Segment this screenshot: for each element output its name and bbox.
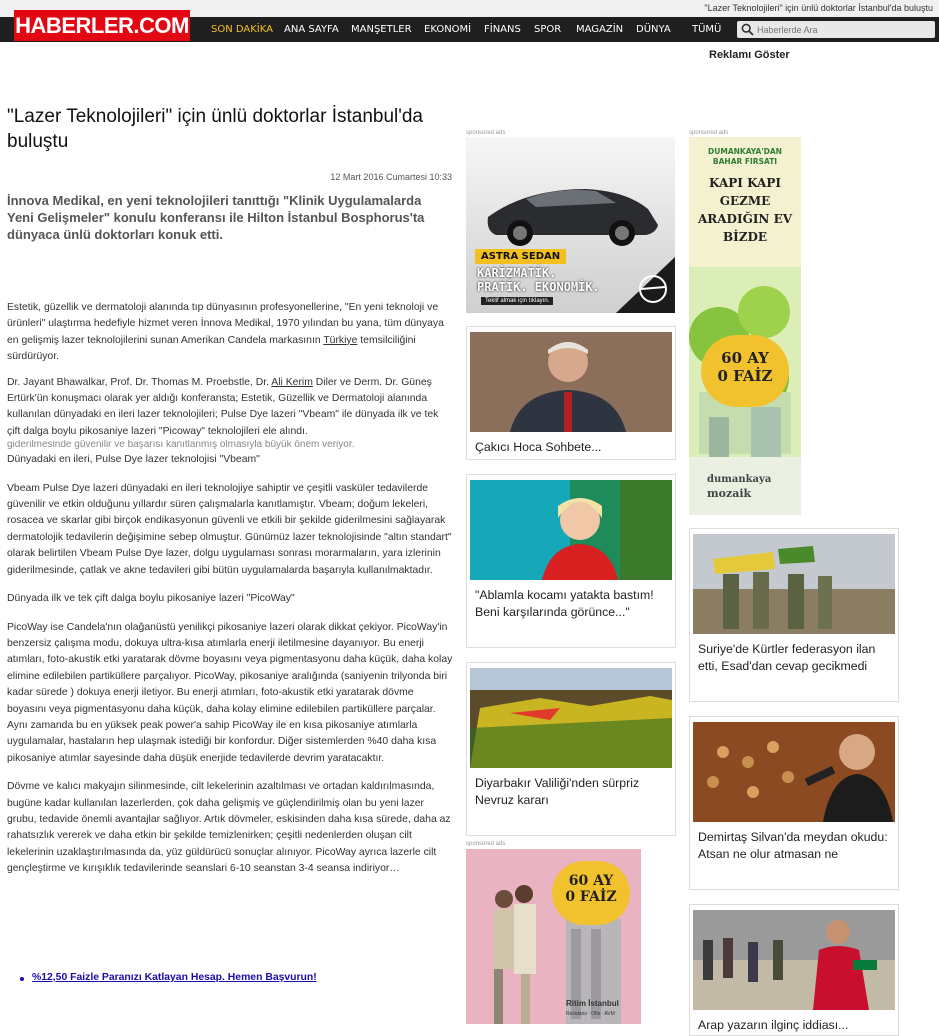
news-image <box>693 910 895 1010</box>
paragraph <box>7 375 453 441</box>
paragraph <box>7 300 453 366</box>
paragraph-text: temsilciliğini sürdürüyor. <box>7 334 416 363</box>
ad-headline-1: KARİZMATİK. <box>477 266 557 280</box>
nav-ekonomi[interactable]: EKONOMİ <box>424 24 472 35</box>
paragraph-heading: Dünyada ilk ve tek çift dalga boylu pikosaniye lazeri "PicoWay" <box>7 593 295 605</box>
ad-line-3: ARADIĞIN EV <box>697 212 793 226</box>
ad-badge <box>552 861 630 925</box>
ad-brand-2: mozaik <box>707 487 752 500</box>
astra-sedan-ad[interactable] <box>466 137 675 313</box>
news-caption[interactable]: Suriye'de Kürtler federasyon ilan etti, Esad'dan cevap gecikmedi <box>698 642 876 673</box>
breadcrumb[interactable]: "Lazer Teknolojileri" için ünlü doktorlar İstanbul'da buluştu <box>704 3 933 13</box>
article-body <box>7 300 453 887</box>
article-lead: İnnova Medikal, en yeni teknolojileri tanıttığı "Klinik Uygulamalarda Yeni Gelişmeler" konulu konferansı ile Hilton İstanbul Bosphorus'ta dünyaca ünlü doktorları konuk etti. <box>7 193 425 242</box>
dumankaya-ad[interactable] <box>689 137 801 515</box>
news-caption[interactable]: Diyarbakır Valiliği'nden sürpriz Nevruz kararı <box>475 776 640 807</box>
paragraph: Dövme ve kalıcı makyajın silinmesinde, cilt lekelerinin azaltılması ve ortadan kaldırılmasında, bugüne kadar kullanılan lazerlerden, çok daha gelişmiş ve güçlendirilmiş olan bu yeni lazer grubu, tedavide önemli avantajlar sağlıyor. Artık dövmeler, eskisinden daha kısa sürede, daha az rahatsızlık vererek ve daha etkin bir şekilde temizlenirken; çeşitli nedenlerden oluşan cilt lekelerinin uzaklaştırılmasında da, yüz güldürücü sonuçlar alınıyor. PicoWay ayrıca lazerle cilt gençleştirme ve kırışıklık tedavilerinde seanslari 6-10 seanstan 3-4 seansa indiriyor… <box>7 781 451 875</box>
ad-line-4: BİZDE <box>722 230 768 244</box>
ad-headline-2: PRATİK. EKONOMİK. <box>477 280 600 294</box>
news-card[interactable] <box>466 474 676 648</box>
ad-top-2: BAHAR FIRSATI <box>712 157 778 166</box>
link-ali-kerim[interactable]: Ali Kerim <box>271 376 313 388</box>
news-image <box>470 332 672 432</box>
nav-mansetler[interactable]: MANŞETLER <box>351 24 412 35</box>
nav-ana-sayfa[interactable]: ANA SAYFA <box>284 24 339 35</box>
news-card[interactable] <box>689 904 899 1036</box>
news-image <box>693 534 895 634</box>
overlapped-text: giderilmesinde güvenilir ve başarısı kanıtlanmış olmasıyla büyük önem veriyor. <box>7 440 355 450</box>
ad-badge-2: 0 FAİZ <box>717 367 773 385</box>
sponsored-label: sponsored ads <box>689 130 729 136</box>
news-image <box>693 722 895 822</box>
paragraph: Vbeam Pulse Dye lazeri dünyadaki en ileri teknolojiye sahiptir ve çeşitli vasküler tedavilerde güvenilir ve etkin olduğunu yıllardır süren çalışmalarla kanıtlamıştır. Vbeam; doğum lekeleri, rosacea ve skarlar gibi birçok endikasyonun güvenli ve etkili bir şekilde giderilmesini sağlayarak dermatolojik tedavilerin değişimine sebep olmuştur. Günümüz lazer teknolojisinde "altın standart" olarak belirtilen Vbeam Pulse Dye lazer, dolgu uygulaması sonrası morarmaların, yara izlerinin giderilmesinde, çatlak ve akne tedavileri gibi bütün uygulamalarda başarıyla kullanılmaktadır. <box>7 482 452 576</box>
paragraph-text: Dr. Jayant Bhawalkar, Prof. Dr. Thomas M. Proebstle, Dr. <box>7 376 272 388</box>
show-ads-link[interactable]: Reklamı Göster <box>709 49 790 61</box>
promo-list-item <box>20 972 317 983</box>
news-caption[interactable]: Demirtaş Silvan'da meydan okudu: Atsan ne olur atmasan ne <box>698 830 888 861</box>
search-icon <box>741 23 754 36</box>
news-image <box>470 480 672 580</box>
ad-brand: Ritim İstanbul <box>566 999 619 1008</box>
paragraph-text: Diler ve Derm. Dr. Güneş Ertürk'ün konuşmacı olarak yer aldığı konferansta; Estetik, Güzellik ve Dermatoloji alanında kullanılan dünyadaki en ileri lazer teknolojileri; Pulse Dye lazeri "Vbeam" ile dünyada ilk ve tek çift dalga boylu pikosaniye lazeri "Picoway" teknolojileri ele alındı. <box>7 376 439 437</box>
sponsored-label: sponsored ads <box>466 130 506 136</box>
news-card[interactable] <box>689 716 899 890</box>
link-turkiye[interactable]: Türkiye <box>323 334 358 346</box>
promo-link[interactable]: %12,50 Faizle Paranızı Katlayan Hesap. Hemen Başvurun! <box>32 972 317 983</box>
article-title: "Lazer Teknolojileri" için ünlü doktorlar İstanbul'da buluştu <box>7 106 423 152</box>
news-image <box>470 668 672 768</box>
ad-badge-1: 60 AY <box>721 349 769 367</box>
ad-brand-1: dumankaya <box>707 474 772 485</box>
ad-sub: Residans · Ofis · AVM <box>566 1011 615 1017</box>
news-caption[interactable]: Arap yazarın ilginç iddiası... <box>698 1018 849 1032</box>
search-box[interactable] <box>737 21 935 38</box>
bullet-dot <box>20 977 24 981</box>
ad-top-1: DUMANKAYA'DAN <box>708 147 782 156</box>
nav-finans[interactable]: FİNANS <box>484 24 521 35</box>
ritim-istanbul-ad[interactable] <box>466 849 641 1024</box>
news-card[interactable] <box>689 528 899 702</box>
ad-line-1: KAPI KAPI <box>709 176 781 190</box>
ad-badge <box>701 335 789 407</box>
ad-line-2: GEZME <box>719 194 771 208</box>
nav-son-dakika[interactable]: SON DAKİKA <box>211 24 273 35</box>
nav-magazin[interactable]: MAGAZİN <box>576 24 624 35</box>
article-date: 12 Mart 2016 Cumartesi 10:33 <box>330 172 452 182</box>
nav-spor[interactable]: SPOR <box>534 24 562 35</box>
ad-badge-1: 60 AY <box>568 873 614 889</box>
ad-cta[interactable]: Teklif almak için tıklayın. <box>481 297 553 305</box>
site-logo[interactable]: HABERLER.COM <box>14 10 190 41</box>
paragraph-heading: Dünyadaki en ileri, Pulse Dye lazer teknolojisi "Vbeam" <box>7 454 260 466</box>
nav-dunya[interactable]: DÜNYA <box>636 24 671 35</box>
paragraph: PicoWay ise Candela'nın olağanüstü yenilikçi pikosaniye lazeri olarak dikkat çekiyor. PicoWay'in benzersiz çalışma modu, dokuya ultra-kısa atımlarla enerji iletilmesine dayanıyor. Bu enerji atımları, foto-akustik etki yaratarak dövme boyasını veya pigmentasyonu daha küçük, daha kolay elimine edilebilen partiküllere parçalıyor. PicoWay, pikosaniye aralığında (saniyenin trilyonda biri kadar sürede ) dokuya enerji iletiyor. Bu enerji atımları, foto-akustik etki yaratarak dövme boyasını veya pigmentasyonu daha küçük, daha kolay elimine edilebilen partiküllere parçalar. Aynı zamanda bu en yüksek peak power'a sahip PicoWay ile en kısa pikosaniye atımlarla uygulamalar, hastaların hep ulaşmak istediği bir konfordur. Diğer sistemlerden %40 daha kısa pikosaniye atımlar sayesinde daha düşük enerjide tedavilerde devrim yaratacaktır. <box>7 621 453 764</box>
ad-badge: ASTRA SEDAN <box>475 249 566 264</box>
news-caption[interactable]: Çakıcı Hoca Sohbete... <box>475 440 602 454</box>
paragraph-text: Estetik, güzellik ve dermatoloji alanında tıp dünyasının profesyonellerine, "En yeni teknoloji ve ürünleri" ulaştırma hedefiyle hizmet veren İnnova Medikal, 1970 yılından bu yana, tüm dünyaya en gelişmiş lazer teknolojilerini sunan Amerikan Candela markasının <box>7 302 444 346</box>
nav-tumu[interactable]: TÜMÜ <box>692 24 722 35</box>
ad-badge-2: 0 FAİZ <box>565 889 617 905</box>
search-input[interactable] <box>757 22 929 37</box>
sponsored-label: sponsored ads <box>466 841 506 847</box>
news-card[interactable] <box>466 662 676 836</box>
news-caption[interactable]: "Ablamla kocamı yatakta bastım! Beni karşılarında görünce..." <box>475 588 654 619</box>
news-card[interactable] <box>466 326 676 460</box>
